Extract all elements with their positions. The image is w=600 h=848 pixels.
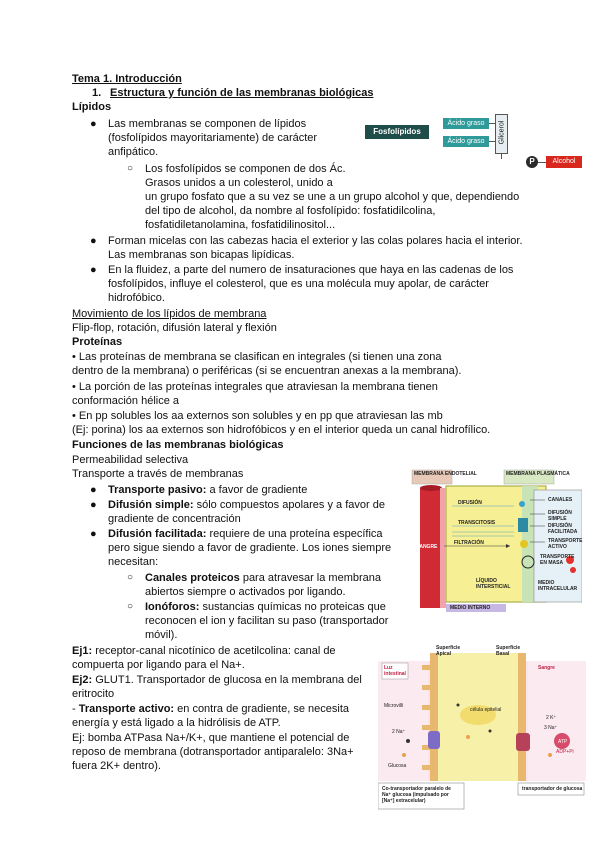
- phosphate-circle: P: [526, 156, 538, 168]
- lipidos-b3-line2: fosfolípidos, influye el colesterol, que es una molécula muy apolar, de carácter: [108, 278, 489, 290]
- lipidos-b1-line3: anfipático.: [108, 146, 159, 158]
- transporte-activo: - Transporte activo: en contra de gradiente, se necesita: [72, 703, 349, 715]
- proteinas-p1-line1: • Las proteínas de membrana se clasifican en integrales (si tienen una zona: [72, 351, 442, 363]
- ionoforos-line3: móvil).: [145, 629, 178, 641]
- movimiento-heading: Movimiento de los lípidos de membrana: [72, 308, 267, 320]
- difusion-facilitada-line3: necesitan:: [108, 556, 159, 568]
- ejemplo-1: Ej1: receptor-canal nicotínico de acetilcolina: canal de: [72, 645, 336, 657]
- lipidos-b2-line2: Las membranas son bicapas lipídicas.: [108, 249, 295, 261]
- bullet-icon: ●: [90, 235, 97, 247]
- proteinas-p3-line1: • En pp solubles los aa externos son solubles y en pp que atraviesan las mb: [72, 410, 443, 422]
- lipidos-heading: Lípidos: [72, 101, 112, 113]
- canales-proteicos-line2: abiertos siempre o activados por ligando.: [145, 586, 346, 598]
- bullet-icon: ●: [90, 484, 97, 496]
- proteinas-p3-line2: (Ej: porina) los aa externos son hidrofóbicos y en el interior queda un canal hidrofílico.: [72, 424, 491, 436]
- circle-bullet-icon: ○: [127, 601, 134, 612]
- proteinas-p2-line1: • La porción de las proteínas integrales que atraviesan la membrana tienen: [72, 381, 438, 393]
- lipidos-sub1-line5: fosfatidiletanolamina, fosfatidilinositol...: [145, 219, 336, 231]
- page-title: Tema 1. Introducción: [72, 73, 182, 85]
- intestinal-transport-diagram: Superficie Apical Superficie Basal Luz intestinal Sangre Microvilli 2 Na⁺ Glucosa célula epitelial 2 K⁺ 3 Na⁺ ATP ADP+Pi Co-transportador paralelo de Na⁺ glucosa (impulsado por [Na⁺] extracelular) transportador de glucosa: [378, 645, 586, 811]
- funciones-l2: Transporte a través de membranas: [72, 468, 244, 480]
- phospholipid-diagram: [365, 114, 585, 172]
- alcohol-box: Alcohol: [546, 156, 582, 168]
- funciones-l1: Permeabilidad selectiva: [72, 454, 189, 466]
- lipidos-sub1-line1: Los fosfolípidos se componen de dos Ác.: [145, 163, 346, 175]
- lipidos-sub1-line2: Grasos unidos a un colesterol, unido a: [145, 177, 333, 189]
- ejemplo-2: Ej2: GLUT1. Transportador de glucosa en la membrana del: [72, 674, 362, 686]
- ejemplo-3-line2: reposo de membrana (dotransportador antiparalelo: 3Na+: [72, 746, 354, 758]
- lipidos-sub1-line4: del tipo de alcohol, da nombre al fosfolípido: fosfatidilcolina,: [145, 205, 436, 217]
- lipidos-b2-line1: Forman micelas con las cabezas hacia el exterior y las colas polares hacia el interior.: [108, 235, 523, 247]
- lipidos-b3-line1: En la fluidez, a parte del numero de insaturaciones que haya en las cadenas de los: [108, 264, 514, 276]
- bullet-icon: ●: [90, 528, 97, 540]
- proteinas-p1-line2: dentro de la membrana) o periféricas (si se encuentran anexas a la membrana).: [72, 365, 462, 377]
- circle-bullet-icon: ○: [127, 163, 134, 174]
- fatty-acid-box-1: Ácido graso: [443, 118, 489, 129]
- lipidos-sub1-line3: un grupo fosfato que a su vez se une a un grupo alcohol y que, dependiendo: [145, 191, 520, 203]
- funciones-heading: Funciones de las membranas biológicas: [72, 439, 284, 451]
- glycerol-box: Glicerol: [495, 114, 508, 154]
- difusion-facilitada-line2: pero sigue siendo a favor de gradiente. Los iones siempre: [108, 542, 392, 554]
- proteinas-heading: Proteínas: [72, 336, 123, 348]
- lipidos-b1-line1: Las membranas se componen de lípidos: [108, 118, 307, 130]
- bullet-icon: ●: [90, 118, 97, 130]
- ejemplo-1-line2: compuerta por ligando para el Na+.: [72, 659, 245, 671]
- difusion-simple: Difusión simple: sólo compuestos apolares y a favor de: [108, 499, 385, 511]
- ejemplo-2-line2: eritrocito: [72, 688, 115, 700]
- ionoforos: Ionóforos: sustancias químicas no proteicas que: [145, 601, 386, 613]
- transporte-pasivo: Transporte pasivo: a favor de gradiente: [108, 484, 308, 496]
- bullet-icon: ●: [90, 499, 97, 511]
- difusion-simple-line2: gradiente de concentración: [108, 513, 241, 525]
- circle-bullet-icon: ○: [127, 572, 134, 583]
- ionoforos-line2: reconocen el ion y facilitan su paso (transportador: [145, 615, 389, 627]
- difusion-facilitada: Difusión facilitada: requiere de una proteína específica: [108, 528, 383, 540]
- transporte-activo-line2: energía y está ligado a la hidrólisis de ATP.: [72, 717, 281, 729]
- ejemplo-3-line1: Ej: bomba ATPasa Na+/K+, que mantiene el potencial de: [72, 732, 350, 744]
- ejemplo-3-line3: fuera 2K+ dentro).: [72, 760, 161, 772]
- phospholipid-label: Fosfolípidos: [365, 125, 429, 139]
- bullet-icon: ●: [90, 264, 97, 276]
- movimiento-text: Flip-flop, rotación, difusión lateral y flexión: [72, 322, 277, 334]
- fatty-acid-box-2: Ácido graso: [443, 136, 489, 147]
- section-heading: Estructura y función de las membranas biológicas: [110, 87, 374, 99]
- lipidos-b1-line2: (fosfolípidos mayoritariamente) de carácter: [108, 132, 318, 144]
- membrane-transport-diagram: MEMBRANA ENDOTELIAL MEMBRANA PLASMÁTICA SANGRE FILTRACIÓN DIFUSIÓN TRANSCITOSIS LÍQUIDO INTERSTICIAL MEDIO INTERNO CANALES DIFUSIÓN SIMPLE DIFUSIÓN FACILITADA TRANSPORTE ACTIVO TRANSPORTE EN MASA MEDIO INTRACELULAR: [410, 466, 582, 614]
- lipidos-b3-line3: hidrofóbico.: [108, 292, 165, 304]
- section-number: 1.: [92, 87, 102, 99]
- canales-proteicos: Canales proteicos para atravesar la membrana: [145, 572, 381, 584]
- proteinas-p2-line2: conformación hélice a: [72, 395, 180, 407]
